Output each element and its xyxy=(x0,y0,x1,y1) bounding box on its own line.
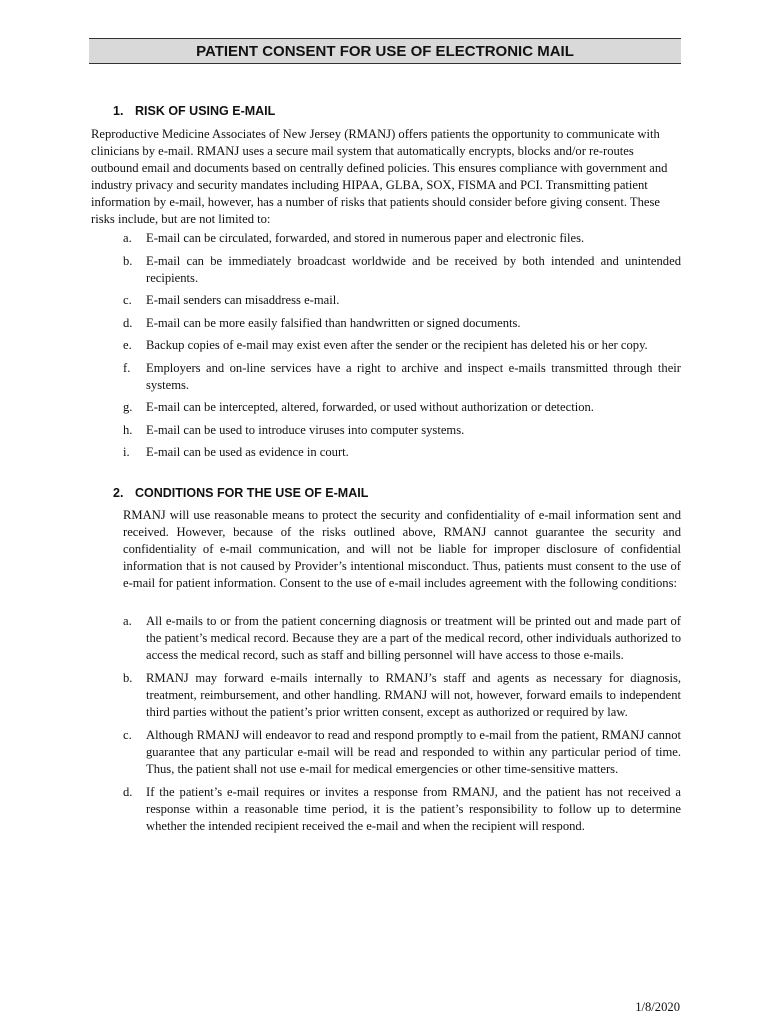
list-item xyxy=(123,230,681,247)
list-item-label: a. xyxy=(123,231,132,245)
list-item-label: h. xyxy=(123,422,133,437)
list-item-text: E-mail can be circulated, forwarded, and stored in numerous paper and electronic files. xyxy=(146,231,585,245)
list-item xyxy=(123,315,681,332)
list-item-text: E-mail senders can misaddress e-mail. xyxy=(146,293,340,307)
list-item-label: b. xyxy=(123,253,133,268)
list-item xyxy=(123,613,681,664)
list-item xyxy=(123,727,681,778)
list-item-text: E-mail can be more easily falsified than handwritten or signed documents. xyxy=(146,315,521,330)
list-item-text: RMANJ may forward e-mails internally to RMANJ’s staff and agents as necessary for diagnosis, treatment, reimbursement, and other handling. RMANJ will not, however, forward emails to independent third parties without the patient’s prior written consent, except as authorized or required by law. xyxy=(146,671,681,719)
list-item-text: Although RMANJ will endeavor to read and respond promptly to e-mail from the patient, RMANJ cannot guarantee that any particular e-mail will be read and responded to within any particular period of time. Thus, the patient shall not use e-mail for medical emergencies or other time-sensitive matters. xyxy=(146,728,681,776)
list-item xyxy=(123,784,681,835)
list-item-label: g. xyxy=(123,400,133,414)
list-item-text: Employers and on-line services have a right to archive and inspect e-mails transmitted through their systems. xyxy=(146,360,681,392)
section-1-title: RISK OF USING E-MAIL xyxy=(135,104,276,118)
list-item-text: All e-mails to or from the patient concerning diagnosis or treatment will be printed out and made part of the patient’s medical record. Because they are a part of the medical record, other individuals authorized to access the medical record, such as staff and billing personnel will have access to those e-mails. xyxy=(146,614,681,662)
list-item xyxy=(123,670,681,721)
list-item-label: d. xyxy=(123,785,133,799)
section-2-number: 2. xyxy=(113,486,124,500)
list-item-label: b. xyxy=(123,671,133,685)
list-item xyxy=(123,399,681,416)
list-item-label: c. xyxy=(123,293,132,307)
section-1-intro: Reproductive Medicine Associates of New Jersey (RMANJ) offers patients the opportunity to communicate with clinicians by e-mail. RMANJ uses a secure mail system that automatically encrypts, blocks and/or re-routes outbound email and documents based on centrally defined policies. This ensures compliance with government and industry privacy and security mandates including HIPAA, GLBA, SOX, FISMA and PCI. Transmitting patient information by e-mail, however, has a number of risks that patients should consider before giving consent. These risks include, but are not limited to: xyxy=(91,127,668,226)
list-item-text: E-mail can be immediately broadcast worldwide and be received by both intended and unintended recipients. xyxy=(146,253,681,285)
list-item-text: If the patient’s e-mail requires or invites a response from RMANJ, and the patient has not received a response within a reasonable time period, it is the patient’s responsibility to follow up to determine whether the intended recipient received the e-mail and when the recipient will respond. xyxy=(146,785,681,833)
list-item-label: d. xyxy=(123,315,133,330)
list-item xyxy=(123,292,681,309)
list-item xyxy=(123,337,681,354)
list-item-label: c. xyxy=(123,728,132,742)
footer-date: 1/8/2020 xyxy=(635,1000,680,1014)
section-1-risk-list xyxy=(123,230,681,467)
section-2-conditions-list xyxy=(123,613,681,841)
section-2-title: CONDITIONS FOR THE USE OF E-MAIL xyxy=(135,486,369,500)
list-item-label: e. xyxy=(123,338,132,352)
list-item xyxy=(123,253,681,287)
section-2-heading xyxy=(113,486,368,500)
list-item-label: f. xyxy=(123,360,131,375)
document-title xyxy=(89,38,681,64)
list-item xyxy=(123,360,681,394)
document-title-text: PATIENT CONSENT FOR USE OF ELECTRONIC MAIL xyxy=(196,42,574,60)
list-item-label: a. xyxy=(123,614,132,628)
list-item-text: Backup copies of e-mail may exist even after the sender or the recipient has deleted his or her copy. xyxy=(146,338,648,352)
list-item-text: E-mail can be intercepted, altered, forwarded, or used without authorization or detection. xyxy=(146,400,594,414)
list-item xyxy=(123,444,681,461)
list-item xyxy=(123,422,681,439)
list-item-label: i. xyxy=(123,445,130,459)
section-1-number: 1. xyxy=(113,104,124,118)
section-2-intro: RMANJ will use reasonable means to protect the security and confidentiality of e-mail information sent and received. However, because of the risks outlined above, RMANJ cannot guarantee the security and confidentiality of e-mail communication, and will not be liable for improper disclosure of confidential information that is not caused by Provider’s intentional misconduct. Thus, patients must consent to the use of e-mail for patient information. Consent to the use of e-mail includes agreement with the following conditions: xyxy=(123,508,681,590)
list-item-text: E-mail can be used to introduce viruses into computer systems. xyxy=(146,422,465,437)
list-item-text: E-mail can be used as evidence in court. xyxy=(146,445,349,459)
section-1-heading xyxy=(113,104,275,118)
